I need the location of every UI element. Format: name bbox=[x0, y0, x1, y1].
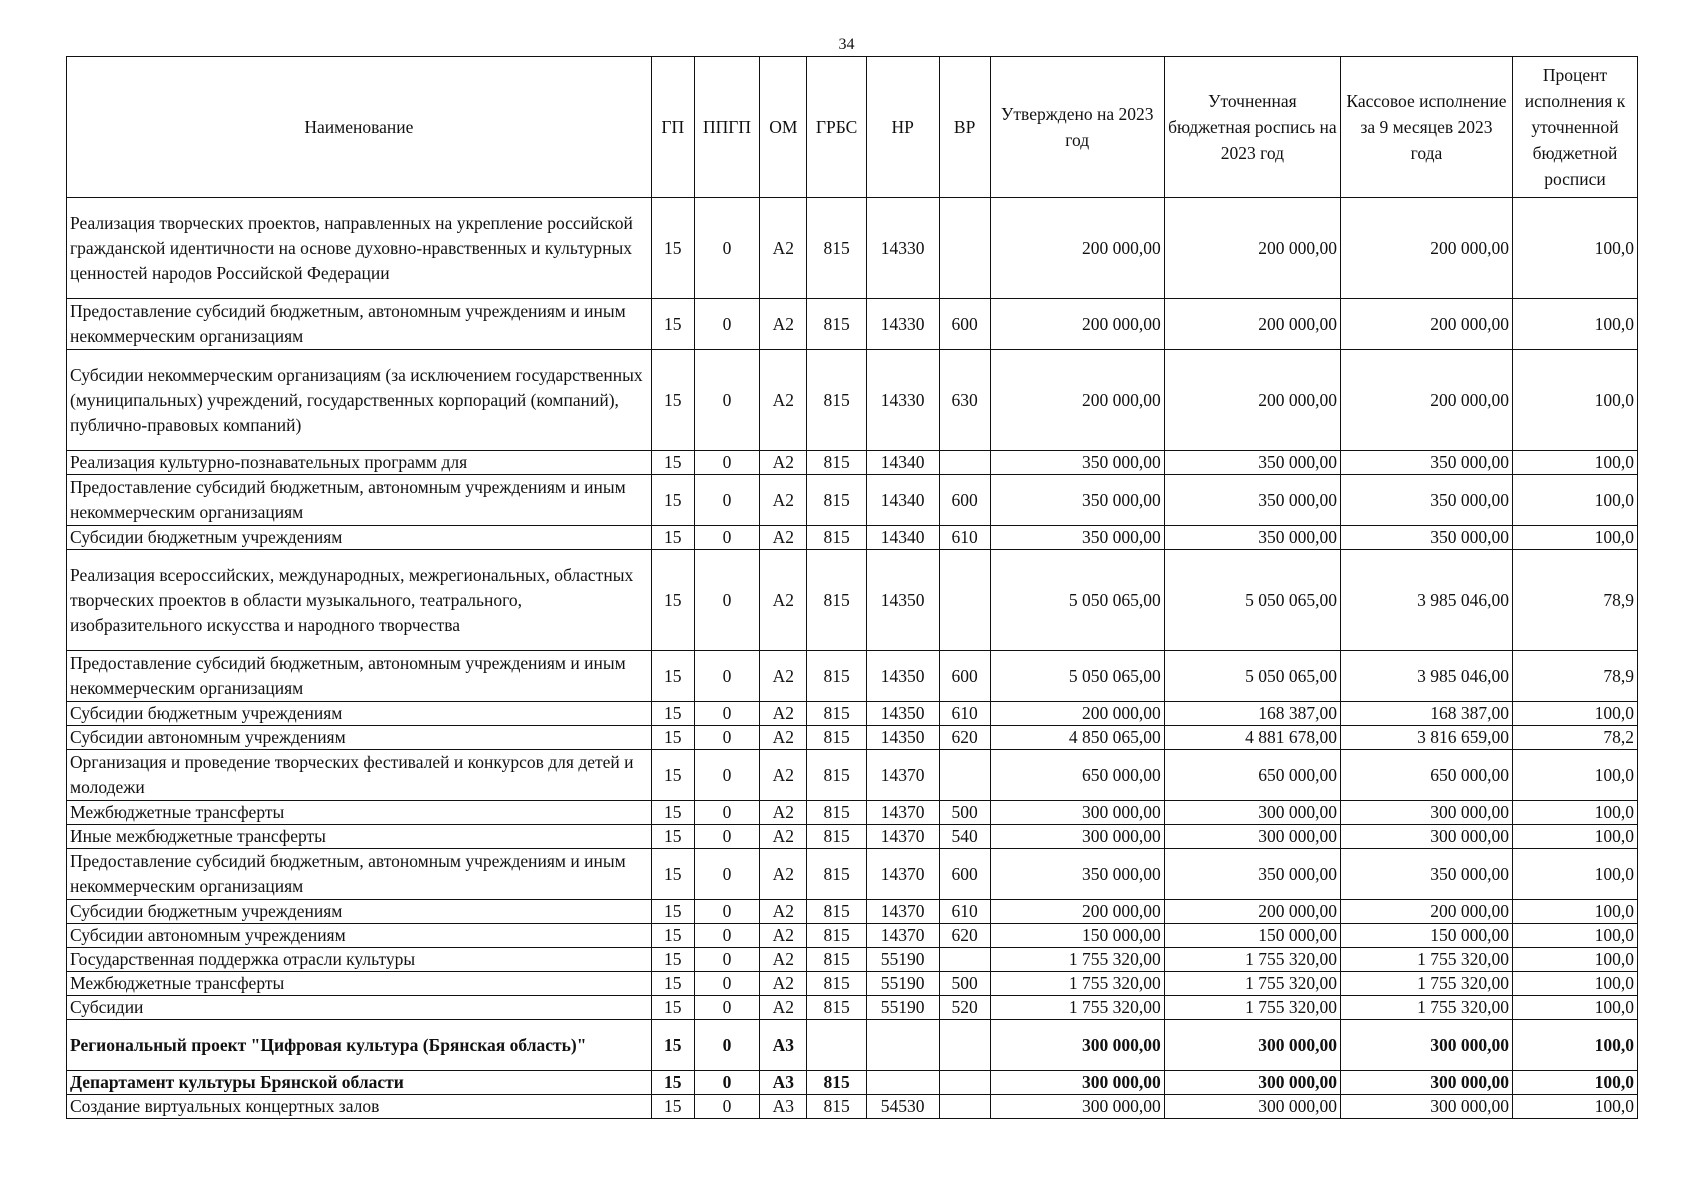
table-row bbox=[67, 825, 1638, 849]
cell-percent: 100,0 bbox=[1512, 900, 1637, 924]
cell-vr bbox=[939, 198, 990, 299]
cell-gp: 15 bbox=[651, 198, 694, 299]
table-row bbox=[67, 198, 1638, 299]
cell-vr: 500 bbox=[939, 801, 990, 825]
header-vr: ВР bbox=[939, 57, 990, 198]
cell-om: А2 bbox=[760, 900, 807, 924]
cell-name: Субсидии автономным учреждениям bbox=[67, 924, 652, 948]
cell-cash: 200 000,00 bbox=[1340, 299, 1512, 350]
cell-cash: 350 000,00 bbox=[1340, 475, 1512, 526]
cell-vr: 500 bbox=[939, 972, 990, 996]
cell-nr bbox=[866, 1020, 939, 1071]
cell-approved: 300 000,00 bbox=[990, 801, 1164, 825]
cell-vr: 600 bbox=[939, 475, 990, 526]
cell-percent: 78,2 bbox=[1512, 726, 1637, 750]
cell-om: А2 bbox=[760, 451, 807, 475]
table-row bbox=[67, 1071, 1638, 1095]
cell-refined: 200 000,00 bbox=[1164, 900, 1340, 924]
cell-cash: 3 985 046,00 bbox=[1340, 550, 1512, 651]
cell-percent: 100,0 bbox=[1512, 801, 1637, 825]
cell-gp: 15 bbox=[651, 651, 694, 702]
cell-nr: 14350 bbox=[866, 550, 939, 651]
table-row bbox=[67, 750, 1638, 801]
cell-cash: 350 000,00 bbox=[1340, 451, 1512, 475]
cell-cash: 300 000,00 bbox=[1340, 801, 1512, 825]
cell-refined: 5 050 065,00 bbox=[1164, 651, 1340, 702]
cell-cash: 1 755 320,00 bbox=[1340, 996, 1512, 1020]
cell-percent: 100,0 bbox=[1512, 996, 1637, 1020]
cell-ppgp: 0 bbox=[694, 1071, 760, 1095]
cell-name: Субсидии bbox=[67, 996, 652, 1020]
cell-cash: 168 387,00 bbox=[1340, 702, 1512, 726]
table-row bbox=[67, 996, 1638, 1020]
cell-approved: 350 000,00 bbox=[990, 475, 1164, 526]
cell-cash: 650 000,00 bbox=[1340, 750, 1512, 801]
table-body bbox=[67, 198, 1638, 1119]
table-row bbox=[67, 801, 1638, 825]
cell-refined: 200 000,00 bbox=[1164, 198, 1340, 299]
cell-om: А3 bbox=[760, 1095, 807, 1119]
cell-refined: 350 000,00 bbox=[1164, 526, 1340, 550]
cell-vr: 610 bbox=[939, 900, 990, 924]
cell-om: А2 bbox=[760, 849, 807, 900]
cell-ppgp: 0 bbox=[694, 825, 760, 849]
budget-table bbox=[66, 56, 1638, 1119]
cell-gp: 15 bbox=[651, 801, 694, 825]
cell-cash: 350 000,00 bbox=[1340, 849, 1512, 900]
cell-om: А2 bbox=[760, 924, 807, 948]
cell-grbs: 815 bbox=[807, 972, 866, 996]
cell-percent: 100,0 bbox=[1512, 1095, 1637, 1119]
cell-grbs: 815 bbox=[807, 849, 866, 900]
cell-cash: 300 000,00 bbox=[1340, 1071, 1512, 1095]
cell-grbs: 815 bbox=[807, 801, 866, 825]
cell-ppgp: 0 bbox=[694, 299, 760, 350]
header-refined: Уточненная бюджетная роспись на 2023 год bbox=[1164, 57, 1340, 198]
cell-refined: 1 755 320,00 bbox=[1164, 996, 1340, 1020]
cell-om: А2 bbox=[760, 651, 807, 702]
cell-ppgp: 0 bbox=[694, 750, 760, 801]
cell-grbs: 815 bbox=[807, 702, 866, 726]
cell-cash: 1 755 320,00 bbox=[1340, 948, 1512, 972]
cell-approved: 200 000,00 bbox=[990, 198, 1164, 299]
cell-percent: 100,0 bbox=[1512, 750, 1637, 801]
cell-refined: 4 881 678,00 bbox=[1164, 726, 1340, 750]
cell-ppgp: 0 bbox=[694, 1095, 760, 1119]
cell-name: Субсидии бюджетным учреждениям bbox=[67, 702, 652, 726]
cell-cash: 300 000,00 bbox=[1340, 1020, 1512, 1071]
header-om: ОМ bbox=[760, 57, 807, 198]
header-row bbox=[67, 57, 1638, 198]
cell-ppgp: 0 bbox=[694, 801, 760, 825]
cell-grbs: 815 bbox=[807, 350, 866, 451]
cell-name: Субсидии бюджетным учреждениям bbox=[67, 900, 652, 924]
cell-nr: 14350 bbox=[866, 702, 939, 726]
cell-cash: 200 000,00 bbox=[1340, 350, 1512, 451]
cell-vr: 620 bbox=[939, 726, 990, 750]
header-cash: Кассовое исполнение за 9 месяцев 2023 года bbox=[1340, 57, 1512, 198]
table-row bbox=[67, 900, 1638, 924]
header-grbs: ГРБС bbox=[807, 57, 866, 198]
cell-gp: 15 bbox=[651, 924, 694, 948]
cell-percent: 100,0 bbox=[1512, 1020, 1637, 1071]
cell-name: Межбюджетные трансферты bbox=[67, 801, 652, 825]
cell-approved: 300 000,00 bbox=[990, 825, 1164, 849]
cell-name: Межбюджетные трансферты bbox=[67, 972, 652, 996]
cell-grbs: 815 bbox=[807, 750, 866, 801]
cell-vr: 600 bbox=[939, 849, 990, 900]
cell-ppgp: 0 bbox=[694, 451, 760, 475]
cell-vr: 630 bbox=[939, 350, 990, 451]
cell-ppgp: 0 bbox=[694, 702, 760, 726]
cell-ppgp: 0 bbox=[694, 350, 760, 451]
cell-ppgp: 0 bbox=[694, 924, 760, 948]
cell-om: А2 bbox=[760, 550, 807, 651]
cell-name: Субсидии автономным учреждениям bbox=[67, 726, 652, 750]
cell-gp: 15 bbox=[651, 900, 694, 924]
cell-vr bbox=[939, 451, 990, 475]
table-row bbox=[67, 1020, 1638, 1071]
cell-gp: 15 bbox=[651, 451, 694, 475]
table-row bbox=[67, 702, 1638, 726]
cell-approved: 200 000,00 bbox=[990, 350, 1164, 451]
cell-refined: 350 000,00 bbox=[1164, 849, 1340, 900]
cell-vr: 600 bbox=[939, 299, 990, 350]
cell-approved: 1 755 320,00 bbox=[990, 948, 1164, 972]
cell-percent: 100,0 bbox=[1512, 849, 1637, 900]
cell-approved: 350 000,00 bbox=[990, 451, 1164, 475]
cell-grbs: 815 bbox=[807, 451, 866, 475]
cell-ppgp: 0 bbox=[694, 651, 760, 702]
cell-gp: 15 bbox=[651, 299, 694, 350]
cell-vr: 520 bbox=[939, 996, 990, 1020]
cell-grbs: 815 bbox=[807, 475, 866, 526]
cell-name: Создание виртуальных концертных залов bbox=[67, 1095, 652, 1119]
cell-ppgp: 0 bbox=[694, 1020, 760, 1071]
cell-cash: 300 000,00 bbox=[1340, 1095, 1512, 1119]
cell-gp: 15 bbox=[651, 750, 694, 801]
table-row bbox=[67, 849, 1638, 900]
cell-refined: 1 755 320,00 bbox=[1164, 972, 1340, 996]
cell-vr: 620 bbox=[939, 924, 990, 948]
cell-cash: 1 755 320,00 bbox=[1340, 972, 1512, 996]
cell-approved: 300 000,00 bbox=[990, 1095, 1164, 1119]
cell-om: А2 bbox=[760, 972, 807, 996]
cell-nr: 14330 bbox=[866, 198, 939, 299]
cell-om: А3 bbox=[760, 1071, 807, 1095]
cell-grbs: 815 bbox=[807, 924, 866, 948]
header-ppgp: ППГП bbox=[694, 57, 760, 198]
cell-ppgp: 0 bbox=[694, 996, 760, 1020]
table-row bbox=[67, 550, 1638, 651]
cell-ppgp: 0 bbox=[694, 475, 760, 526]
cell-grbs: 815 bbox=[807, 825, 866, 849]
cell-name: Предоставление субсидий бюджетным, автономным учреждениям и иным некоммерческим организациям bbox=[67, 651, 652, 702]
cell-percent: 100,0 bbox=[1512, 1071, 1637, 1095]
cell-om: А2 bbox=[760, 948, 807, 972]
cell-approved: 350 000,00 bbox=[990, 849, 1164, 900]
cell-grbs: 815 bbox=[807, 726, 866, 750]
cell-grbs: 815 bbox=[807, 651, 866, 702]
cell-refined: 150 000,00 bbox=[1164, 924, 1340, 948]
cell-refined: 300 000,00 bbox=[1164, 1095, 1340, 1119]
header-nr: НР bbox=[866, 57, 939, 198]
cell-om: А2 bbox=[760, 996, 807, 1020]
cell-name: Департамент культуры Брянской области bbox=[67, 1071, 652, 1095]
cell-percent: 100,0 bbox=[1512, 526, 1637, 550]
cell-grbs: 815 bbox=[807, 550, 866, 651]
cell-name: Субсидии бюджетным учреждениям bbox=[67, 526, 652, 550]
cell-ppgp: 0 bbox=[694, 526, 760, 550]
cell-percent: 100,0 bbox=[1512, 350, 1637, 451]
cell-approved: 5 050 065,00 bbox=[990, 651, 1164, 702]
cell-approved: 5 050 065,00 bbox=[990, 550, 1164, 651]
cell-refined: 650 000,00 bbox=[1164, 750, 1340, 801]
cell-ppgp: 0 bbox=[694, 198, 760, 299]
table-row bbox=[67, 475, 1638, 526]
cell-approved: 200 000,00 bbox=[990, 702, 1164, 726]
cell-gp: 15 bbox=[651, 1095, 694, 1119]
cell-approved: 1 755 320,00 bbox=[990, 996, 1164, 1020]
cell-grbs: 815 bbox=[807, 900, 866, 924]
cell-vr bbox=[939, 550, 990, 651]
table-row bbox=[67, 350, 1638, 451]
cell-refined: 5 050 065,00 bbox=[1164, 550, 1340, 651]
cell-vr bbox=[939, 1095, 990, 1119]
cell-cash: 3 816 659,00 bbox=[1340, 726, 1512, 750]
cell-percent: 78,9 bbox=[1512, 550, 1637, 651]
cell-name: Организация и проведение творческих фестивалей и конкурсов для детей и молодежи bbox=[67, 750, 652, 801]
cell-nr: 14330 bbox=[866, 299, 939, 350]
cell-percent: 100,0 bbox=[1512, 475, 1637, 526]
cell-name: Субсидии некоммерческим организациям (за исключением государственных (муниципальных) учреждений, государственных корпораций (компаний), публично-правовых компаний) bbox=[67, 350, 652, 451]
cell-approved: 200 000,00 bbox=[990, 299, 1164, 350]
cell-gp: 15 bbox=[651, 550, 694, 651]
cell-refined: 300 000,00 bbox=[1164, 801, 1340, 825]
header-approved: Утверждено на 2023 год bbox=[990, 57, 1164, 198]
cell-ppgp: 0 bbox=[694, 550, 760, 651]
cell-nr: 14330 bbox=[866, 350, 939, 451]
cell-name: Предоставление субсидий бюджетным, автономным учреждениям и иным некоммерческим организациям bbox=[67, 475, 652, 526]
cell-ppgp: 0 bbox=[694, 849, 760, 900]
cell-nr: 14340 bbox=[866, 475, 939, 526]
cell-name: Региональный проект "Цифровая культура (Брянская область)" bbox=[67, 1020, 652, 1071]
cell-refined: 168 387,00 bbox=[1164, 702, 1340, 726]
cell-om: А2 bbox=[760, 350, 807, 451]
cell-vr: 610 bbox=[939, 702, 990, 726]
cell-gp: 15 bbox=[651, 996, 694, 1020]
cell-percent: 100,0 bbox=[1512, 198, 1637, 299]
cell-cash: 200 000,00 bbox=[1340, 198, 1512, 299]
cell-nr: 14370 bbox=[866, 750, 939, 801]
cell-cash: 150 000,00 bbox=[1340, 924, 1512, 948]
table-row bbox=[67, 526, 1638, 550]
cell-name: Предоставление субсидий бюджетным, автономным учреждениям и иным некоммерческим организациям bbox=[67, 849, 652, 900]
cell-vr bbox=[939, 1020, 990, 1071]
cell-refined: 1 755 320,00 bbox=[1164, 948, 1340, 972]
table-row bbox=[67, 726, 1638, 750]
cell-approved: 650 000,00 bbox=[990, 750, 1164, 801]
cell-name: Реализация всероссийских, международных, межрегиональных, областных творческих проектов в области музыкального, театрального, изобразительного искусства и народного творчества bbox=[67, 550, 652, 651]
cell-nr: 14370 bbox=[866, 900, 939, 924]
table-row bbox=[67, 1095, 1638, 1119]
cell-percent: 100,0 bbox=[1512, 924, 1637, 948]
table-row bbox=[67, 924, 1638, 948]
cell-approved: 1 755 320,00 bbox=[990, 972, 1164, 996]
cell-nr: 14350 bbox=[866, 726, 939, 750]
cell-percent: 100,0 bbox=[1512, 825, 1637, 849]
cell-gp: 15 bbox=[651, 726, 694, 750]
cell-vr bbox=[939, 948, 990, 972]
cell-grbs: 815 bbox=[807, 996, 866, 1020]
cell-om: А2 bbox=[760, 198, 807, 299]
cell-nr: 55190 bbox=[866, 972, 939, 996]
cell-vr bbox=[939, 1071, 990, 1095]
cell-name: Государственная поддержка отрасли культуры bbox=[67, 948, 652, 972]
cell-name: Реализация культурно-познавательных программ для bbox=[67, 451, 652, 475]
cell-grbs: 815 bbox=[807, 198, 866, 299]
cell-refined: 350 000,00 bbox=[1164, 475, 1340, 526]
header-gp: ГП bbox=[651, 57, 694, 198]
cell-cash: 200 000,00 bbox=[1340, 900, 1512, 924]
cell-refined: 300 000,00 bbox=[1164, 825, 1340, 849]
cell-ppgp: 0 bbox=[694, 726, 760, 750]
cell-percent: 100,0 bbox=[1512, 451, 1637, 475]
cell-refined: 300 000,00 bbox=[1164, 1071, 1340, 1095]
cell-om: А2 bbox=[760, 475, 807, 526]
cell-name: Иные межбюджетные трансферты bbox=[67, 825, 652, 849]
cell-percent: 78,9 bbox=[1512, 651, 1637, 702]
cell-grbs: 815 bbox=[807, 1071, 866, 1095]
cell-grbs: 815 bbox=[807, 526, 866, 550]
table-row bbox=[67, 651, 1638, 702]
cell-cash: 3 985 046,00 bbox=[1340, 651, 1512, 702]
cell-vr: 610 bbox=[939, 526, 990, 550]
cell-vr: 600 bbox=[939, 651, 990, 702]
cell-refined: 200 000,00 bbox=[1164, 299, 1340, 350]
cell-ppgp: 0 bbox=[694, 900, 760, 924]
cell-gp: 15 bbox=[651, 849, 694, 900]
cell-approved: 300 000,00 bbox=[990, 1071, 1164, 1095]
cell-nr: 14370 bbox=[866, 924, 939, 948]
cell-percent: 100,0 bbox=[1512, 972, 1637, 996]
cell-gp: 15 bbox=[651, 475, 694, 526]
cell-refined: 200 000,00 bbox=[1164, 350, 1340, 451]
cell-nr: 14370 bbox=[866, 849, 939, 900]
cell-ppgp: 0 bbox=[694, 948, 760, 972]
cell-name: Предоставление субсидий бюджетным, автономным учреждениям и иным некоммерческим организациям bbox=[67, 299, 652, 350]
cell-gp: 15 bbox=[651, 1071, 694, 1095]
cell-nr: 14370 bbox=[866, 825, 939, 849]
cell-refined: 300 000,00 bbox=[1164, 1020, 1340, 1071]
cell-approved: 4 850 065,00 bbox=[990, 726, 1164, 750]
cell-grbs: 815 bbox=[807, 299, 866, 350]
cell-nr: 14340 bbox=[866, 451, 939, 475]
table-row bbox=[67, 299, 1638, 350]
cell-nr: 14340 bbox=[866, 526, 939, 550]
cell-om: А2 bbox=[760, 526, 807, 550]
cell-nr: 55190 bbox=[866, 996, 939, 1020]
cell-percent: 100,0 bbox=[1512, 702, 1637, 726]
cell-approved: 350 000,00 bbox=[990, 526, 1164, 550]
cell-gp: 15 bbox=[651, 702, 694, 726]
cell-cash: 300 000,00 bbox=[1340, 825, 1512, 849]
cell-cash: 350 000,00 bbox=[1340, 526, 1512, 550]
cell-percent: 100,0 bbox=[1512, 948, 1637, 972]
cell-gp: 15 bbox=[651, 350, 694, 451]
cell-gp: 15 bbox=[651, 1020, 694, 1071]
cell-om: А2 bbox=[760, 750, 807, 801]
cell-grbs bbox=[807, 1020, 866, 1071]
cell-nr: 54530 bbox=[866, 1095, 939, 1119]
cell-om: А2 bbox=[760, 702, 807, 726]
cell-nr bbox=[866, 1071, 939, 1095]
cell-nr: 55190 bbox=[866, 948, 939, 972]
cell-refined: 350 000,00 bbox=[1164, 451, 1340, 475]
cell-gp: 15 bbox=[651, 825, 694, 849]
table-row bbox=[67, 451, 1638, 475]
table-row bbox=[67, 948, 1638, 972]
cell-om: А2 bbox=[760, 299, 807, 350]
cell-om: А3 bbox=[760, 1020, 807, 1071]
cell-nr: 14370 bbox=[866, 801, 939, 825]
cell-grbs: 815 bbox=[807, 1095, 866, 1119]
table-row bbox=[67, 972, 1638, 996]
cell-vr: 540 bbox=[939, 825, 990, 849]
cell-vr bbox=[939, 750, 990, 801]
cell-ppgp: 0 bbox=[694, 972, 760, 996]
cell-approved: 300 000,00 bbox=[990, 1020, 1164, 1071]
cell-name: Реализация творческих проектов, направленных на укрепление российской гражданской идентичности на основе духовно-нравственных и культурных ценностей народов Российской Федерации bbox=[67, 198, 652, 299]
cell-om: А2 bbox=[760, 801, 807, 825]
cell-om: А2 bbox=[760, 726, 807, 750]
header-percent: Процент исполнения к уточненной бюджетной росписи bbox=[1512, 57, 1637, 198]
cell-approved: 200 000,00 bbox=[990, 900, 1164, 924]
cell-grbs: 815 bbox=[807, 948, 866, 972]
cell-nr: 14350 bbox=[866, 651, 939, 702]
cell-om: А2 bbox=[760, 825, 807, 849]
cell-gp: 15 bbox=[651, 526, 694, 550]
cell-gp: 15 bbox=[651, 972, 694, 996]
cell-gp: 15 bbox=[651, 948, 694, 972]
header-name: Наименование bbox=[67, 57, 652, 198]
cell-approved: 150 000,00 bbox=[990, 924, 1164, 948]
page-number: 34 bbox=[838, 36, 855, 53]
cell-percent: 100,0 bbox=[1512, 299, 1637, 350]
